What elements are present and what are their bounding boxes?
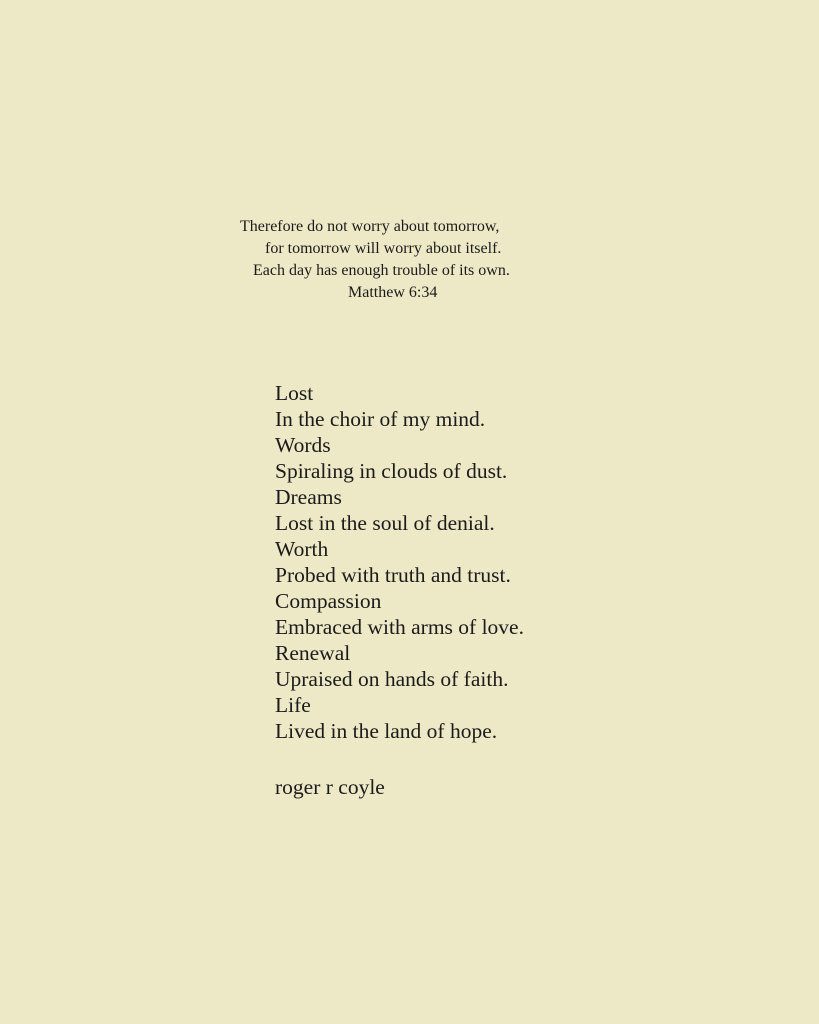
poem-line: Compassion xyxy=(275,589,382,613)
poem-line: Renewal xyxy=(275,641,351,665)
poem-author: roger r coyle xyxy=(275,775,385,799)
epigraph xyxy=(0,216,819,304)
poem-line: Lost xyxy=(275,381,314,405)
poem-line: Probed with truth and trust. xyxy=(275,563,511,587)
poem-line: In the choir of my mind. xyxy=(275,407,486,431)
poem-body xyxy=(275,380,524,744)
poem-line: Life xyxy=(275,693,311,717)
epigraph-line: Therefore do not worry about tomorrow, xyxy=(240,218,500,235)
epigraph-citation: Matthew 6:34 xyxy=(348,284,438,301)
poem-line: Lost in the soul of denial. xyxy=(275,511,495,535)
poem-line: Dreams xyxy=(275,485,342,509)
poem-line: Upraised on hands of faith. xyxy=(275,667,509,691)
epigraph-line: Each day has enough trouble of its own. xyxy=(253,262,510,279)
poem-line: Spiraling in clouds of dust. xyxy=(275,459,508,483)
poem-line: Words xyxy=(275,433,331,457)
poem-line: Lived in the land of hope. xyxy=(275,719,498,743)
poem-line: Embraced with arms of love. xyxy=(275,615,524,639)
poem-line: Worth xyxy=(275,537,329,561)
epigraph-line: for tomorrow will worry about itself. xyxy=(265,240,502,257)
